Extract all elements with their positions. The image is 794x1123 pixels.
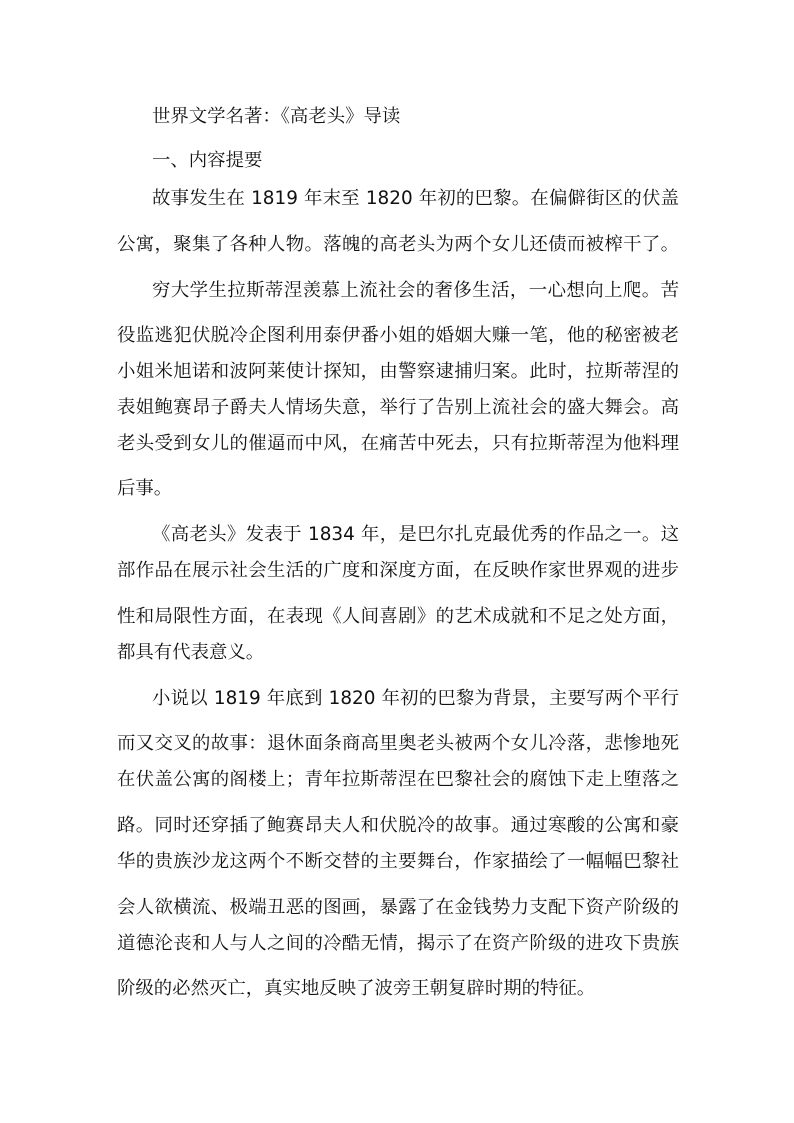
paragraph-line: 老头受到女儿的催逼而中风，在痛苦中死去，只有拉斯蒂涅为他料理	[117, 433, 679, 454]
paragraph-line: 而又交叉的故事：退休面条商高里奥老头被两个女儿冷落，悲惨地死	[117, 733, 679, 754]
paragraph-line: 路。同时还穿插了鲍赛昂夫人和伏脱冷的故事。通过寒酸的公寓和豪	[117, 815, 679, 836]
paragraph-line: 会人欲横流、极端丑恶的图画，暴露了在金钱势力支配下资产阶级的	[117, 897, 679, 918]
paragraph-line: 性和局限性方面，在表现《人间喜剧》的艺术成就和不足之处方面，	[117, 606, 679, 627]
paragraph-line: 故事发生在 1819 年末至 1820 年初的巴黎。在偏僻街区的伏盖	[152, 188, 679, 209]
paragraph-line: 公寓，聚集了各种人物。落魄的高老头为两个女儿还债而被榨干了。	[117, 234, 679, 255]
paragraph-line: 阶级的必然灭亡，真实地反映了波旁王朝复辟时期的特征。	[117, 978, 596, 999]
paragraph-line: 小说以 1819 年底到 1820 年初的巴黎为背景，主要写两个平行	[152, 688, 679, 709]
paragraph-line: 穷大学生拉斯蒂涅羡慕上流社会的奢侈生活，一心想向上爬。苦	[152, 280, 679, 301]
section-heading: 一、内容提要	[152, 150, 263, 171]
paragraph-line: 役监逃犯伏脱冷企图利用泰伊番小姐的婚姻大赚一笔，他的秘密被老	[117, 325, 679, 346]
paragraph-line: 小姐米旭诺和波阿莱使计探知，由警察逮捕归案。此时，拉斯蒂涅的	[117, 361, 679, 382]
document-title: 世界文学名著：《高老头》导读	[152, 106, 401, 127]
paragraph-line: 《高老头》发表于 1834 年，是巴尔扎克最优秀的作品之一。这	[152, 524, 679, 545]
paragraph-line: 部作品在展示社会生活的广度和深度方面，在反映作家世界观的进步	[117, 560, 679, 581]
paragraph-line: 道德沦丧和人与人之间的冷酷无情，揭示了在资产阶级的进攻下贵族	[117, 933, 679, 954]
paragraph-line: 后事。	[117, 478, 173, 499]
paragraph-line: 华的贵族沙龙这两个不断交替的主要舞台，作家描绘了一幅幅巴黎社	[117, 851, 679, 872]
paragraph-line: 表姐鲍赛昂子爵夫人情场失意，举行了告别上流社会的盛大舞会。高	[117, 397, 679, 418]
paragraph-line: 在伏盖公寓的阁楼上；青年拉斯蒂涅在巴黎社会的腐蚀下走上堕落之	[117, 769, 679, 790]
paragraph-line: 都具有代表意义。	[117, 642, 265, 663]
